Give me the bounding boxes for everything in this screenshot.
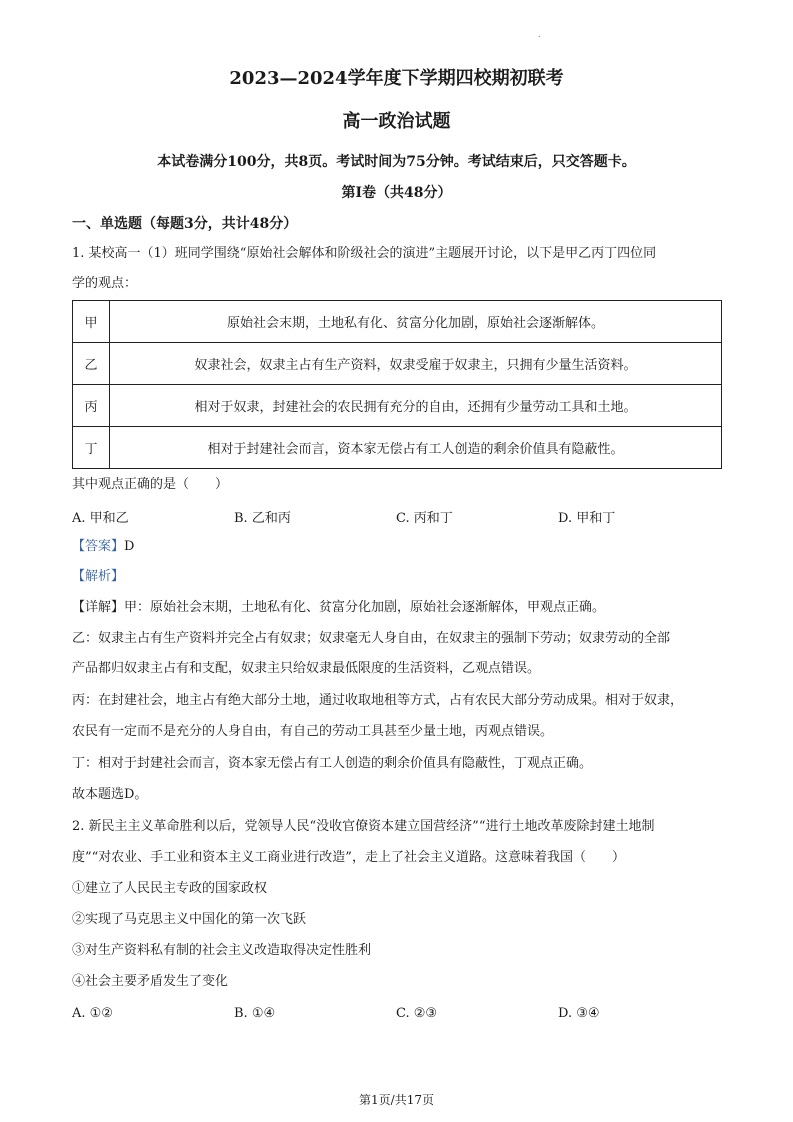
detail-line <box>72 600 605 616</box>
subject-title: 高一政治试题 <box>342 111 451 132</box>
table-row <box>73 427 722 469</box>
answer-line <box>72 539 134 555</box>
detail-line: 丙：在封建社会，地主占有绝大部分土地，通过收取地租等方式，占有农民大部分劳动成果。相对于奴隶， <box>72 693 684 708</box>
view-key: 丁 <box>73 427 110 469</box>
detail-line: 丁：相对于封建社会而言，资本家无偿占有工人创造的剩余价值具有隐蔽性，丁观点正确。 <box>72 756 593 771</box>
table-row <box>73 343 722 385</box>
detail-line: 产品都归奴隶主占有和支配，奴隶主只给奴隶最低限度的生活资料，乙观点错误。 <box>72 661 541 676</box>
q2-option-d[interactable]: D. ③④ <box>558 1006 600 1021</box>
detail-line: 故本题选D。 <box>72 787 148 802</box>
q2-item: ①建立了人民民主专政的国家政权 <box>72 881 268 896</box>
detail-line: 农民有一定而不是充分的人身自由，有自己的劳动工具甚至少量土地，丙观点错误。 <box>72 724 554 739</box>
view-key: 乙 <box>73 343 110 385</box>
q2-item: ④社会主要矛盾发生了变化 <box>72 974 229 989</box>
q2-item: ②实现了马克思主义中国化的第一次飞跃 <box>72 912 307 927</box>
view-text: 奴隶社会，奴隶主占有生产资料，奴隶受雇于奴隶主，只拥有少量生活资料。 <box>110 343 722 385</box>
q2-option-b[interactable]: B. ①④ <box>234 1006 276 1021</box>
answer-label: 【答案】 <box>72 539 125 554</box>
views-table <box>72 300 722 469</box>
page-footer: 第1页/共17页 <box>359 1093 434 1107</box>
section-heading: 一、单选题（每题3分，共计48分） <box>72 216 298 232</box>
q1-option-c[interactable]: C. 丙和丁 <box>396 511 453 526</box>
view-text: 相对于奴隶，封建社会的农民拥有充分的自由，还拥有少量劳动工具和土地。 <box>110 385 722 427</box>
view-text: 原始社会末期，土地私有化、贫富分化加剧，原始社会逐渐解体。 <box>110 301 722 343</box>
exam-notice: 本试卷满分100分，共8页。考试时间为75分钟。考试结束后，只交答题卡。 <box>157 154 636 170</box>
q2-option-c[interactable]: C. ②③ <box>396 1006 438 1021</box>
q1-stem-line2: 学的观点： <box>72 276 138 291</box>
q2-item: ③对生产资料私有制的社会主义改造取得决定性胜利 <box>72 943 372 958</box>
view-text: 相对于封建社会而言，资本家无偿占有工人创造的剩余价值具有隐蔽性。 <box>110 427 722 469</box>
analysis-label: 【解析】 <box>72 569 125 584</box>
answer-value: D <box>124 539 135 554</box>
q2-stem-line1: 2. 新民主主义革命胜利以后，党领导人民“没收官僚资本建立国营经济”“进行土地改革废除封建土地制 <box>72 819 655 834</box>
q2-stem-line2: 度”“对农业、手工业和资本主义工商业进行改造”，走上了社会主义道路。这意味着我国（ ） <box>72 850 625 865</box>
view-key: 丙 <box>73 385 110 427</box>
detail-text: 甲：原始社会末期，土地私有化、贫富分化加剧，原始社会逐渐解体，甲观点正确。 <box>124 600 606 615</box>
view-key: 甲 <box>73 301 110 343</box>
q1-question: 其中观点正确的是（ ） <box>72 477 229 492</box>
detail-line: 乙：奴隶主占有生产资料并完全占有奴隶；奴隶毫无人身自由，在奴隶主的强制下劳动；奴隶劳动的全部 <box>72 631 671 646</box>
page-mark: . <box>538 30 541 39</box>
table-row <box>73 385 722 427</box>
q1-option-d[interactable]: D. 甲和丁 <box>558 511 616 526</box>
volume-heading: 第Ⅰ卷（共48分） <box>341 185 452 201</box>
table-row <box>73 301 722 343</box>
detail-label: 【详解】 <box>72 600 125 615</box>
exam-title: 2023—2024学年度下学期四校期初联考 <box>229 68 564 89</box>
q1-option-a[interactable]: A. 甲和乙 <box>72 511 129 526</box>
q2-option-a[interactable]: A. ①② <box>72 1006 113 1021</box>
q1-option-b[interactable]: B. 乙和丙 <box>234 511 291 526</box>
q1-stem-line1: 1. 某校高一（1）班同学围绕“原始社会解体和阶级社会的演进”主题展开讨论，以下是甲乙丙丁四位同 <box>72 246 657 261</box>
